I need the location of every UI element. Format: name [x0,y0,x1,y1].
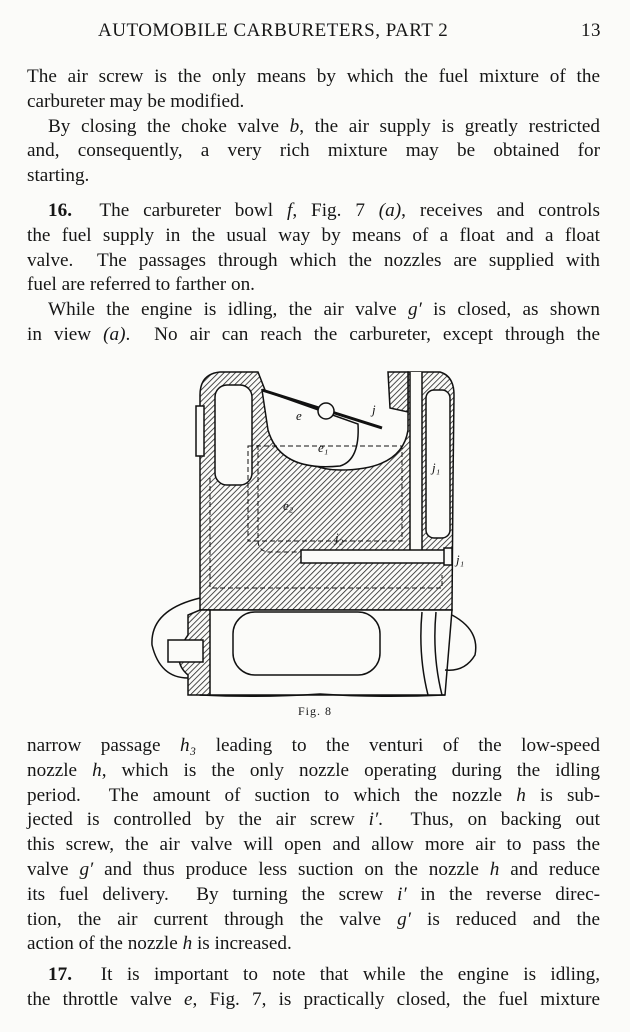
text-run: e [183,989,193,1010]
text-line [27,734,600,758]
text-line [27,273,600,297]
text-run: the throttle valve [27,989,184,1010]
text-run: tion, the air current through the valve [27,908,398,930]
text-run: period. The amount of suction to which the nozzle [27,784,517,806]
text-run: valve. The passages through which the nozzles are supplied with [27,249,600,271]
text-line [27,323,600,347]
text-run: is closed, as shown [421,299,600,321]
text-run: fuel are referred to farther on. [27,274,255,296]
text-line [27,90,600,114]
text-run: carbureter may be modified. [27,90,245,112]
text-run: is sub- [525,784,600,806]
text-run: h [516,784,526,806]
text-line [27,759,600,783]
text-run: , which is the only nozzle operating during the idling [101,759,600,781]
text-run: g′ [408,299,422,321]
text-line [27,65,600,89]
text-run: h [92,759,102,781]
text-run: f [287,200,293,221]
text-line [27,139,600,163]
text-run: . No air can reach the carbureter, except through the [125,324,601,345]
figure-caption: Fig. 8 [297,704,332,718]
text-line [48,199,600,223]
text-run: (a) [103,324,126,345]
text-line [27,833,600,857]
text-run: , the air supply is greatly restricted [299,115,601,137]
text-run: The air screw is the only means by which the fuel mixture of the [27,66,600,87]
text-run: . Thus, on backing out [378,809,600,831]
text-line [48,963,600,987]
text-run: is reduced and the [410,908,600,930]
text-line [27,988,600,1012]
text-line [27,908,600,932]
label-e2: e₂ [283,498,294,513]
section-number: 17. [48,964,72,985]
text-line [27,858,600,882]
text-run: action of the nozzle [27,933,183,955]
text-run: While the engine is idling, the air valve [48,299,409,321]
text-run: i′ [397,883,407,905]
label-e1: e₁ [318,440,329,455]
text-run: starting. [27,165,90,187]
text-run: (a) [378,200,402,221]
text-line [48,298,600,322]
label-j1-upper: j₁ [432,460,441,475]
section-number: 16. [48,200,72,221]
text-run: the fuel supply in the usual way by means of a float and a float [27,224,600,246]
text-run: h [489,859,500,880]
text-run: The carbureter bowl [71,200,288,221]
text-line [27,249,600,273]
text-run: narrow passage [27,735,180,756]
carbureter-cross-section-figure [140,360,480,720]
text-line [27,224,600,248]
text-run: and, consequently, a very rich mixture may be obtained for [27,140,600,162]
text-line [27,784,600,808]
text-run: this screw, the air valve will open and allow more air to pass the [27,834,600,856]
text-run: , Fig. 7, is practically closed, the fuel mixture [192,989,600,1010]
text-run: i′ [368,809,379,831]
text-run: h [182,933,193,955]
text-run: valve [27,859,80,880]
text-run: in view [27,324,104,345]
text-run: and reduce [499,859,600,880]
text-run: It is important to note that while the engine is idling, [71,964,600,985]
text-run: its fuel delivery. By turning the screw [27,883,398,905]
text-run: , Fig. 7 [292,200,379,221]
text-run: , receives and controls [401,200,600,221]
text-run: is increased. [192,933,292,955]
text-run: By closing the choke valve [48,115,290,137]
text-run: leading to the venturi of the low-speed [196,735,600,756]
text-run: and thus produce less suction on the nozzle [93,859,490,880]
text-run: h₃ [179,735,197,756]
label-j: j [372,402,376,417]
label-e: e [296,408,302,423]
text-run: g′ [397,908,411,930]
text-line [27,932,600,956]
label-j2: j₂ [335,530,344,545]
text-line [48,115,600,139]
text-line [27,164,600,188]
running-header-title: AUTOMOBILE CARBURETERS, PART 2 [98,20,449,41]
text-line [27,808,600,832]
text-line [27,883,600,907]
text-run: nozzle [27,759,93,781]
text-run: jected is controlled by the air screw [27,809,369,831]
text-run: in the reverse direc- [406,883,600,905]
page-number: 13 [581,20,601,41]
text-run: b [289,115,300,137]
label-j1-lower: j₁ [456,552,465,567]
text-run: g′ [79,859,94,880]
